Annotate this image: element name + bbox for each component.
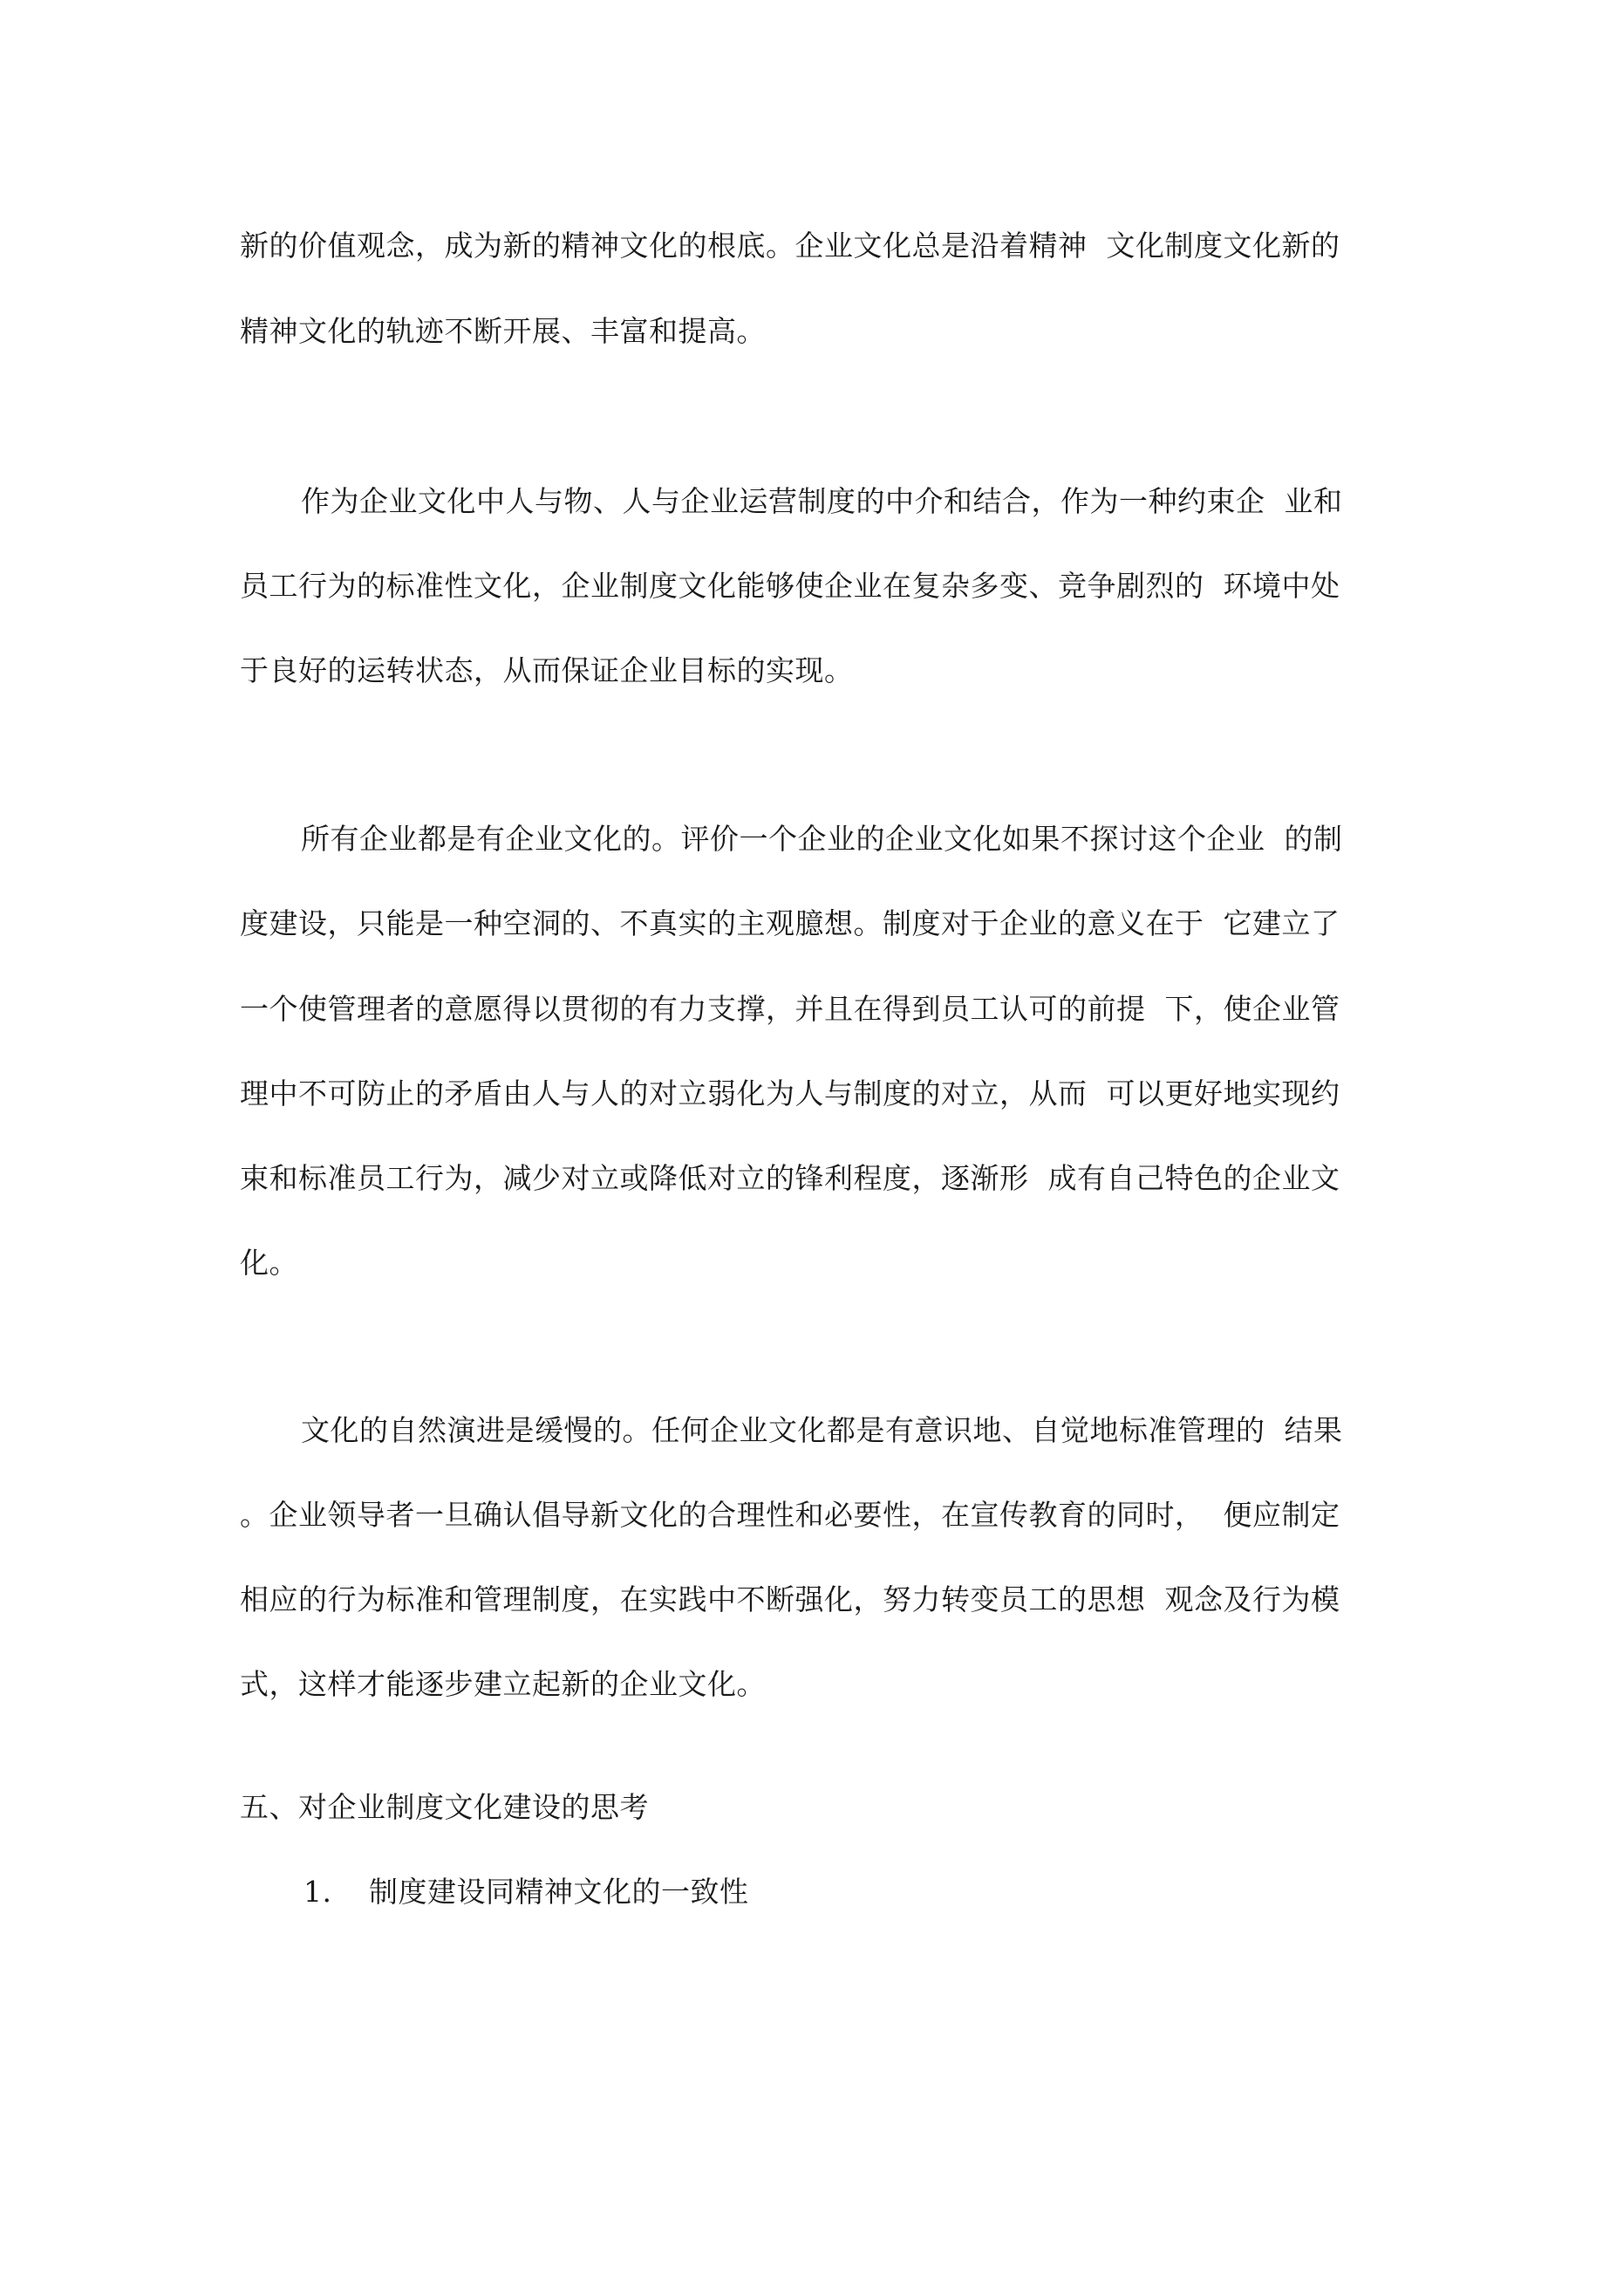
paragraph-4-line-3: 相应的行为标准和管理制度，在实践中不断强化，努力转变员工的思想 观念及行为模: [240, 1582, 1340, 1616]
paragraph-4-line-4: 式，这样才能逐步建立起新的企业文化。: [240, 1667, 766, 1701]
paragraph-3-line-4: 理中不可防止的矛盾由人与人的对立弱化为人与制度的对立，从而 可以更好地实现约: [240, 1076, 1340, 1110]
paragraph-2-line-3: 于良好的运转状态，从而保证企业目标的实现。: [240, 653, 854, 687]
paragraph-1-line-2: 精神文化的轨迹不断开展、丰富和提高。: [240, 314, 766, 348]
paragraph-3-line-3: 一个使管理者的意愿得以贯彻的有力支撑，并且在得到员工认可的前提 下，使企业管: [240, 992, 1340, 1026]
paragraph-3-line-2: 度建设，只能是一种空洞的、不真实的主观臆想。制度对于企业的意义在于 它建立了: [240, 906, 1340, 940]
paragraph-1-line-1: 新的价值观念，成为新的精神文化的根底。企业文化总是沿着精神 文化制度文化新的: [240, 229, 1340, 263]
paragraph-2-line-2: 员工行为的标准性文化，企业制度文化能够使企业在复杂多变、竞争剧烈的 环境中处: [240, 569, 1340, 603]
list-item-text: 制度建设同精神文化的一致性: [369, 1875, 749, 1909]
paragraph-3-line-1: 所有企业都是有企业文化的。评价一个企业的企业文化如果不探讨这个企业 的制: [301, 822, 1343, 856]
paragraph-3-line-5: 束和标准员工行为，减少对立或降低对立的锋利程度，逐渐形 成有自己特色的企业文: [240, 1161, 1340, 1195]
paragraph-4-line-1: 文化的自然演进是缓慢的。任何企业文化都是有意识地、自觉地标准管理的 结果: [301, 1413, 1343, 1447]
paragraph-3-line-6: 化。: [240, 1246, 298, 1280]
section-heading: 五、对企业制度文化建设的思考: [240, 1790, 649, 1824]
list-item-number: 1.: [303, 1875, 332, 1909]
paragraph-2-line-1: 作为企业文化中人与物、人与企业运营制度的中介和结合，作为一种约束企 业和: [301, 484, 1343, 518]
paragraph-4-line-2: 。企业领导者一旦确认倡导新文化的合理性和必要性，在宣传教育的同时， 便应制定: [240, 1498, 1340, 1532]
